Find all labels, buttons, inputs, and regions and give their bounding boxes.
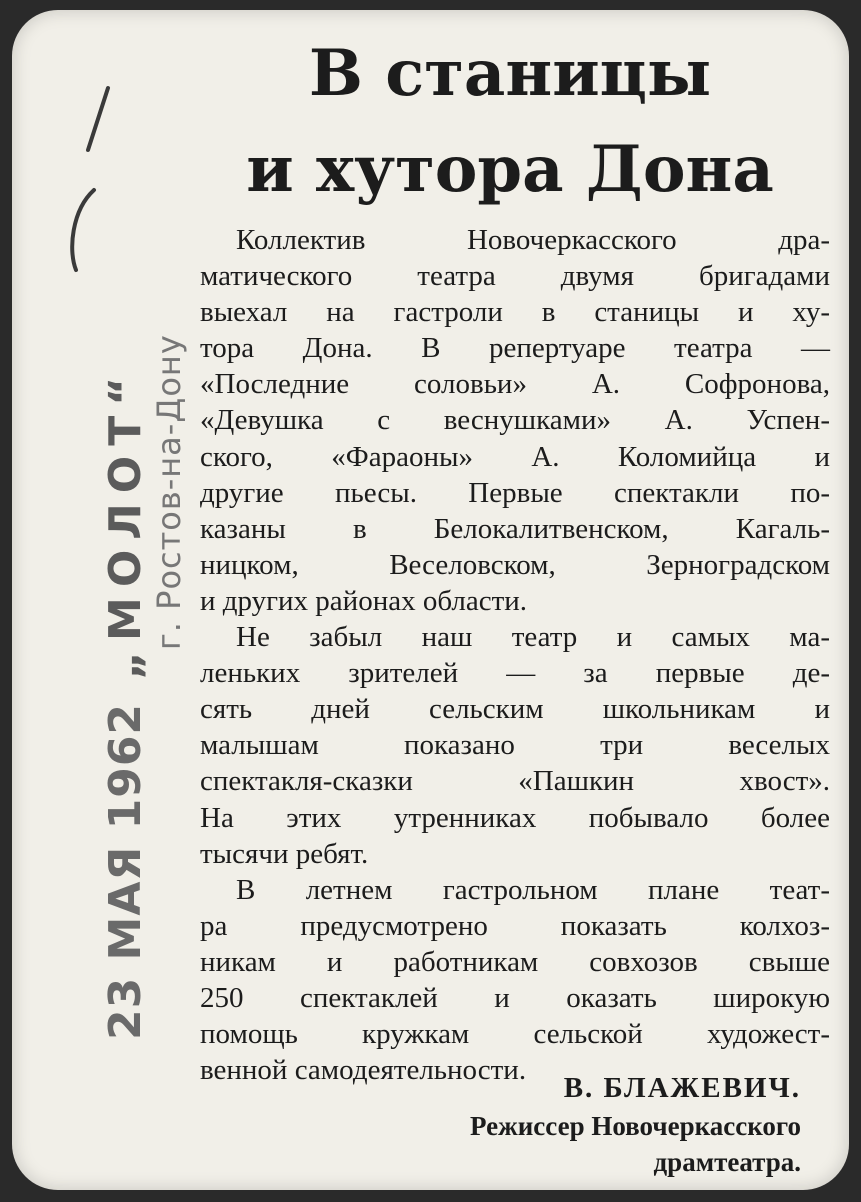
article-line: Коллектив Новочеркасского дра- <box>236 224 830 256</box>
article-body <box>200 222 830 1088</box>
article-line: ского, «Фараоны» А. Коломийца и <box>200 440 830 473</box>
headline-line-1: В станицы <box>308 36 712 111</box>
article-line: В летнем гастрольном плане теат- <box>236 873 830 906</box>
byline-role-line-1: Режиссер Новочеркасского <box>470 1111 801 1141</box>
article-line: Не забыл наш театр и самых ма- <box>236 621 830 654</box>
article-line: малышам показано три веселых <box>200 729 830 762</box>
article-line: выехал на гастроли в станицы и ху- <box>200 296 830 329</box>
article-line: На этих утренниках побывало более <box>200 801 830 834</box>
article-line: венной самодеятельности. <box>200 1054 527 1087</box>
article-line: 250 спектаклей и оказать широкую <box>200 981 830 1014</box>
stamp-city: г. Ростов-на-Дону <box>150 334 188 650</box>
headline-line-2: и хутора Дона <box>246 132 774 207</box>
stamp-newspaper: „МОЛОТ“ <box>100 366 151 680</box>
article-line: леньких зрителей — за первые де- <box>200 657 830 690</box>
article-line: ра предусмотрено показать колхоз- <box>200 909 830 942</box>
article-line: спектакля-сказки «Пашкин хвост». <box>200 765 830 798</box>
byline-role-line-2: драмтеатра. <box>653 1147 801 1177</box>
date-stamp <box>100 367 151 1040</box>
article-line: «Последние соловьи» А. Софронова, <box>200 368 830 401</box>
stamp-date: 23 МАЯ 1962 <box>100 702 151 1040</box>
article-line: тысячи ребят. <box>200 837 369 870</box>
article-line: и других районах области. <box>200 584 528 617</box>
article-line: тора Дона. В репертуаре театра — <box>200 332 830 365</box>
byline-author: В. БЛАЖЕВИЧ. <box>563 1072 801 1104</box>
pencil-mark-icon <box>58 80 128 280</box>
article-line: никам и работникам совхозов свыше <box>200 945 830 978</box>
article-line: матического театра двумя бригадами <box>200 260 830 293</box>
article-line: другие пьесы. Первые спектакли по- <box>200 476 830 509</box>
article-line: сять дней сельским школьникам и <box>200 693 830 726</box>
article-line: «Девушка с веснушками» А. Успен- <box>200 404 830 437</box>
byline <box>470 1068 801 1180</box>
article-line: помощь кружкам сельской художест- <box>200 1018 830 1051</box>
article-line: ницком, Веселовском, Зерноградском <box>200 548 830 581</box>
article-line: казаны в Белокалитвенском, Кагаль- <box>200 512 830 545</box>
